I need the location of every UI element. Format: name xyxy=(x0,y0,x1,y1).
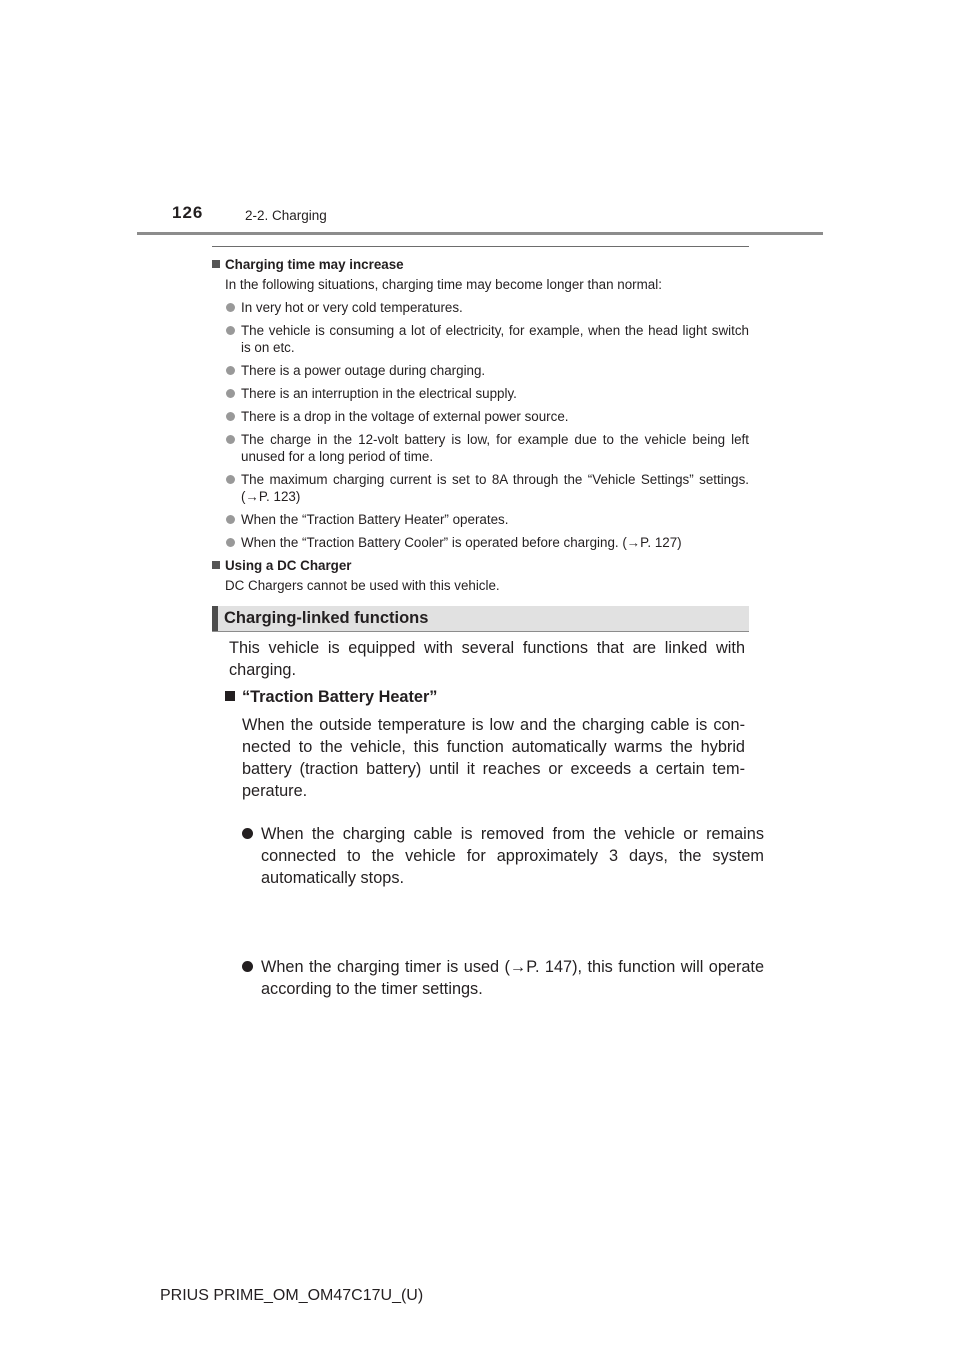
heater-paragraph: When the outside temperature is low and the charging cable is con- nected to the vehicle, this function automatically warms the hybrid battery (traction battery) until it reaches or exceeds a certain tem- perature. xyxy=(242,716,745,800)
note-charging-time xyxy=(212,256,749,594)
list-item: The charge in the 12-volt battery is low, for example due to the vehicle being left unused for a long period of time. xyxy=(212,431,749,465)
note-divider xyxy=(212,246,749,247)
subheading-traction-battery-heater: “Traction Battery Heater” xyxy=(225,686,762,708)
section-heading-accent xyxy=(212,606,218,631)
note-intro: In the following situations, charging time may become longer than normal: xyxy=(225,277,662,292)
header-divider xyxy=(137,232,823,235)
body-intro: This vehicle is equipped with several functions that are linked with charging. xyxy=(229,639,745,679)
list-item: The maximum charging current is set to 8A through the “Vehicle Settings” settings. (→P. 123) xyxy=(212,471,749,505)
list-item: When the “Traction Battery Heater” operates. xyxy=(212,511,749,528)
page-number: 126 xyxy=(172,203,204,222)
section-heading-title: Charging-linked functions xyxy=(224,609,429,627)
note-heading-charging-time: Charging time may increase xyxy=(212,256,749,273)
list-item: There is an interruption in the electrical supply. xyxy=(212,385,749,402)
section-title: 2-2. Charging xyxy=(245,208,327,223)
note-heading-dc-charger: Using a DC Charger xyxy=(212,557,749,574)
list-item: When the “Traction Battery Cooler” is operated before charging. (→P. 127) xyxy=(212,534,749,551)
list-item: In very hot or very cold temperatures. xyxy=(212,299,749,316)
list-item: There is a power outage during charging. xyxy=(212,362,749,379)
section-heading-bar xyxy=(212,606,749,632)
note-dc-charger-text: DC Chargers cannot be used with this vehicle. xyxy=(225,578,500,593)
list-item: When the charging cable is removed from the vehicle or remains connected to the vehicle for approximately 3 days, the system automatically stops. xyxy=(242,823,764,889)
list-item: When the charging timer is used (→P. 147), this function will operate according to the timer settings. xyxy=(242,956,764,1000)
list-item: There is a drop in the voltage of external power source. xyxy=(212,408,749,425)
list-item: The vehicle is consuming a lot of electricity, for example, when the head light switch is on etc. xyxy=(212,322,749,356)
footer-document-code: PRIUS PRIME_OM_OM47C17U_(U) xyxy=(160,1287,424,1304)
